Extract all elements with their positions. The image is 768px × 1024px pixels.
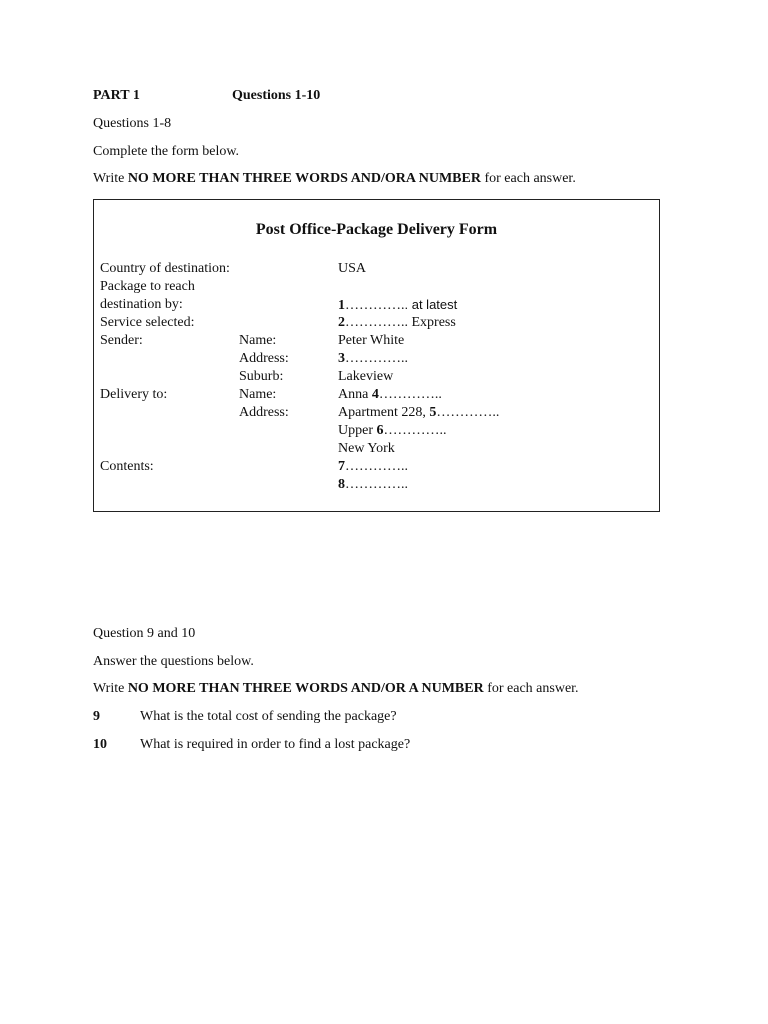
answer-blank-6 bbox=[338, 422, 447, 440]
sender-address-label: Address: bbox=[239, 351, 289, 366]
answer-blank-8 bbox=[338, 476, 408, 494]
section1-word-limit bbox=[93, 170, 576, 188]
delivery-form-box bbox=[93, 199, 660, 512]
sender-label: Sender: bbox=[100, 333, 143, 348]
blank-dots: ………….. bbox=[345, 459, 408, 474]
blank-suffix: . at latest bbox=[404, 297, 458, 312]
reach-label-line2: destination by: bbox=[100, 297, 183, 312]
answer-blank-2 bbox=[338, 314, 456, 332]
answer-blank-1 bbox=[338, 296, 457, 315]
form-title: Post Office-Package Delivery Form bbox=[255, 221, 498, 238]
blank-dots: ………….. bbox=[345, 477, 408, 492]
question-10-number: 10 bbox=[93, 737, 107, 752]
sender-name-value: Peter White bbox=[338, 333, 405, 348]
question-number: 5 bbox=[429, 405, 437, 420]
word-limit-bold: NO MORE THAN THREE WORDS AND/ORA NUMBER bbox=[127, 171, 481, 186]
question-10-text: What is required in order to find a lost package? bbox=[140, 737, 411, 752]
section1-subheading: Questions 1-8 bbox=[93, 116, 172, 131]
delivery-name-label: Name: bbox=[239, 387, 277, 402]
blank-suffix: Express bbox=[408, 315, 456, 330]
delivery-label: Delivery to: bbox=[100, 387, 168, 402]
blank-dots: …………. bbox=[345, 298, 405, 313]
country-value: USA bbox=[338, 261, 367, 276]
sender-suburb-value: Lakeview bbox=[338, 369, 394, 384]
question-number: 8 bbox=[338, 477, 345, 492]
question-number: 2 bbox=[338, 315, 345, 330]
answer-blank-7 bbox=[338, 458, 408, 476]
blank-dots: ………….. bbox=[378, 387, 442, 402]
part-heading: PART 1 bbox=[93, 88, 140, 103]
country-label: Country of destination: bbox=[100, 261, 230, 276]
upper-prefix: Upper bbox=[338, 423, 377, 438]
word-limit-suffix: for each answer. bbox=[480, 171, 576, 186]
answer-blank-4 bbox=[338, 386, 442, 404]
question-number: 6 bbox=[376, 423, 384, 438]
sender-name-label: Name: bbox=[239, 333, 277, 348]
blank-dots: ………….. bbox=[345, 351, 408, 366]
section2-subheading: Question 9 and 10 bbox=[93, 626, 196, 641]
section2-word-limit bbox=[93, 680, 579, 698]
questions-range-heading: Questions 1-10 bbox=[232, 88, 321, 103]
blank-dots: ………….. bbox=[383, 423, 447, 438]
question-number: 4 bbox=[371, 387, 379, 402]
contents-label: Contents: bbox=[100, 459, 154, 474]
answer-blank-5 bbox=[338, 404, 499, 422]
delivery-city: New York bbox=[338, 441, 395, 456]
word-limit-bold: NO MORE THAN THREE WORDS AND/OR A NUMBER bbox=[127, 681, 484, 696]
question-number: 3 bbox=[338, 351, 345, 366]
answer-blank-3 bbox=[338, 350, 408, 368]
blank-dots: ………….. bbox=[345, 315, 408, 330]
name-prefix: Anna bbox=[338, 387, 372, 402]
word-limit-suffix: for each answer. bbox=[483, 681, 579, 696]
delivery-address-label: Address: bbox=[239, 405, 289, 420]
section2-instruction: Answer the questions below. bbox=[93, 654, 254, 669]
blank-dots: ………….. bbox=[436, 405, 500, 420]
question-9-text: What is the total cost of sending the package? bbox=[140, 709, 397, 724]
sender-suburb-label: Suburb: bbox=[239, 369, 284, 384]
question-9-number: 9 bbox=[93, 709, 100, 724]
question-number: 7 bbox=[338, 459, 345, 474]
reach-label-line1: Package to reach bbox=[100, 279, 195, 294]
word-limit-prefix: Write bbox=[93, 171, 128, 186]
section1-instruction: Complete the form below. bbox=[93, 144, 240, 159]
address-prefix: Apartment 228, bbox=[338, 405, 430, 420]
question-number: 1 bbox=[338, 298, 345, 313]
service-label: Service selected: bbox=[100, 315, 195, 330]
word-limit-prefix: Write bbox=[93, 681, 128, 696]
